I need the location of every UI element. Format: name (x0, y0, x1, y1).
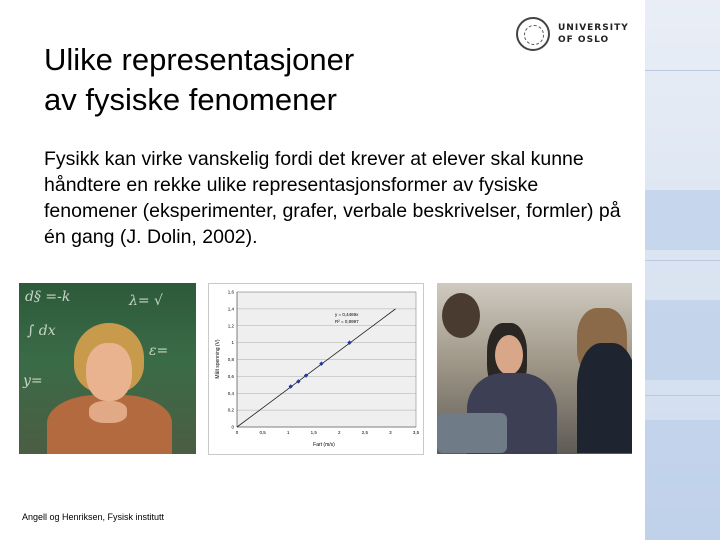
chart-y-tick-label: 0 (231, 424, 234, 430)
teacher-face (86, 343, 132, 401)
chart-x-tick-label: 2,5 (361, 430, 368, 435)
chart-y-tick-label: 0,2 (227, 407, 234, 413)
lab-equipment (437, 413, 507, 453)
strip-line (645, 70, 720, 71)
chart-x-tick-label: 3 (389, 430, 392, 435)
chart-y-axis-label: Målt spenning (V) (215, 339, 221, 379)
strip-line (645, 395, 720, 396)
chart-annotation-line2: R² = 0,9997 (335, 319, 359, 324)
chart-x-tick-label: 2 (338, 430, 341, 435)
title-line2: av fysiske fenomener (44, 82, 337, 117)
strip-band (645, 420, 720, 540)
student-body (577, 343, 632, 453)
chart-y-tick-label: 0,8 (227, 357, 234, 362)
chart-x-axis-label: Fart (m/s) (313, 442, 335, 448)
chart-y-tick-label: 1,4 (227, 306, 234, 312)
chart-y-tick-label: 1,6 (227, 289, 234, 295)
university-seal-icon (516, 17, 550, 51)
chart-annotation-line1: y = 0,4469x (335, 312, 359, 317)
strip-line (645, 260, 720, 261)
decorative-side-strip (645, 0, 720, 540)
teacher-hand (89, 401, 127, 423)
logo-line2: OF OSLO (558, 35, 610, 45)
chart-y-tick-label: 1,2 (227, 323, 234, 329)
slide-body-text: Fysikk kan virke vanskelig fordi det krever at elever skal kunne håndtere en rekke ulike representasjonsformer av fysiske fenomener (eksperimenter, grafer, verbale beskrivelser, formler) på én gang (J. Dolin, 2002). (44, 148, 621, 248)
student-face (495, 335, 523, 375)
title-line1: Ulike representasjoner (44, 42, 355, 77)
chart-x-tick-label: 1,5 (310, 430, 317, 435)
chart-x-tick-label: 1 (286, 430, 290, 435)
logo-line1: UNIVERSITY (558, 23, 629, 33)
chart-y-tick-label: 1 (231, 340, 234, 346)
strip-band (645, 190, 720, 250)
chart-svg (209, 284, 423, 454)
slide-footer: Angell og Henriksen, Fysisk institutt (22, 512, 165, 522)
scatter-chart (208, 283, 424, 455)
chart-x-tick-label: 3,5 (412, 430, 420, 435)
chart-x-tick-label: 0 (235, 430, 239, 435)
chart-y-tick-label: 0,6 (227, 373, 234, 379)
students-photo (437, 283, 632, 454)
chart-x-tick-label: 0,5 (259, 430, 266, 435)
slide-title (44, 40, 514, 120)
university-logo (516, 14, 636, 54)
chart-y-tick-label: 0,4 (227, 390, 234, 396)
strip-band (645, 300, 720, 380)
student-head (442, 293, 480, 338)
teacher-photo: d§ =-k λ= √ ∫ dx ε= y= (19, 283, 196, 454)
